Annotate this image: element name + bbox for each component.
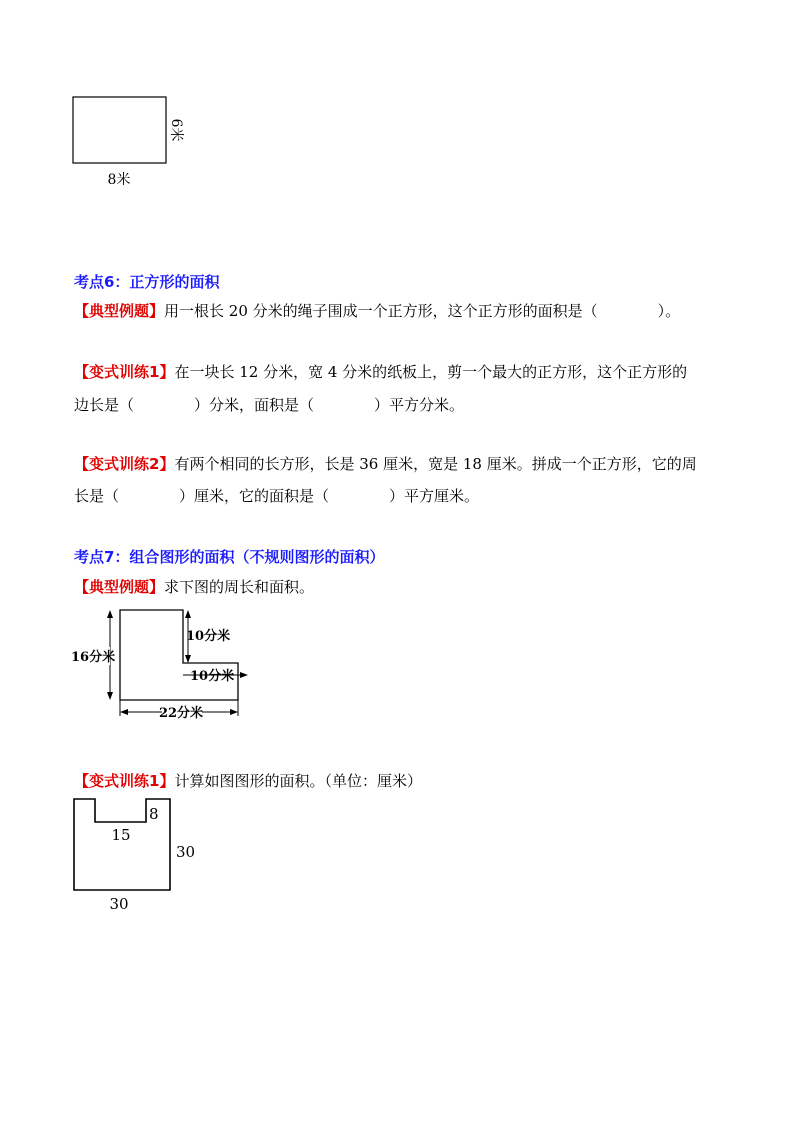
topic7-drill1	[74, 771, 422, 791]
height-label: 30	[176, 843, 196, 861]
topic6-example	[74, 301, 680, 321]
example-tag: 【典型例题】	[74, 578, 165, 596]
example-tag: 【典型例题】	[74, 302, 165, 320]
top-right-dimension-label: 10分米	[186, 629, 231, 644]
bottom-dimension-label: 22分米	[158, 706, 204, 721]
left-dimension-label: 16分米	[71, 650, 116, 665]
topic6-drill1-line2: 边长是（ ）分米，面积是（ ）平方分米。	[74, 396, 465, 414]
rectangle-width-label: 8米	[107, 172, 131, 188]
example-text: 用一根长 20 分米的绳子围成一个正方形，这个正方形的面积是（ ）。	[164, 302, 681, 320]
step-dimension-label: 10分米	[190, 669, 235, 684]
notch-width-label: 15	[111, 826, 131, 844]
drill1-text: 计算如图图形的面积。（单位：厘米）	[174, 772, 422, 790]
drill2-text-line1: 有两个相同的长方形，长是 36 厘米，宽是 18 厘米。拼成一个正方形，它的周	[174, 455, 697, 473]
drill1-text-line1: 在一块长 12 分米，宽 4 分米的纸板上，剪一个最大的正方形，这个正方形的	[174, 363, 688, 381]
drill2-tag: 【变式训练2】	[74, 455, 175, 473]
notched-square-figure	[66, 795, 216, 920]
rectangle-figure	[60, 85, 200, 195]
drill1-tag: 【变式训练1】	[74, 363, 175, 381]
topic6-drill1-line1	[74, 362, 687, 382]
topic6-drill2-line2: 长是（ ）厘米，它的面积是（ ）平方厘米。	[74, 487, 480, 505]
topic6-drill2-line1	[74, 454, 697, 474]
l-shape-figure	[68, 600, 268, 725]
width-label: 30	[109, 895, 129, 913]
rectangle-height-label: 6米	[168, 118, 184, 142]
topic6-heading: 考点6：正方形的面积	[74, 273, 220, 291]
example-text: 求下图的周长和面积。	[164, 578, 315, 596]
topic7-example	[74, 577, 314, 597]
notch-depth-label: 8	[149, 805, 159, 823]
topic7-heading: 考点7：组合图形的面积（不规则图形的面积）	[74, 548, 385, 566]
drill1-tag: 【变式训练1】	[74, 772, 175, 790]
